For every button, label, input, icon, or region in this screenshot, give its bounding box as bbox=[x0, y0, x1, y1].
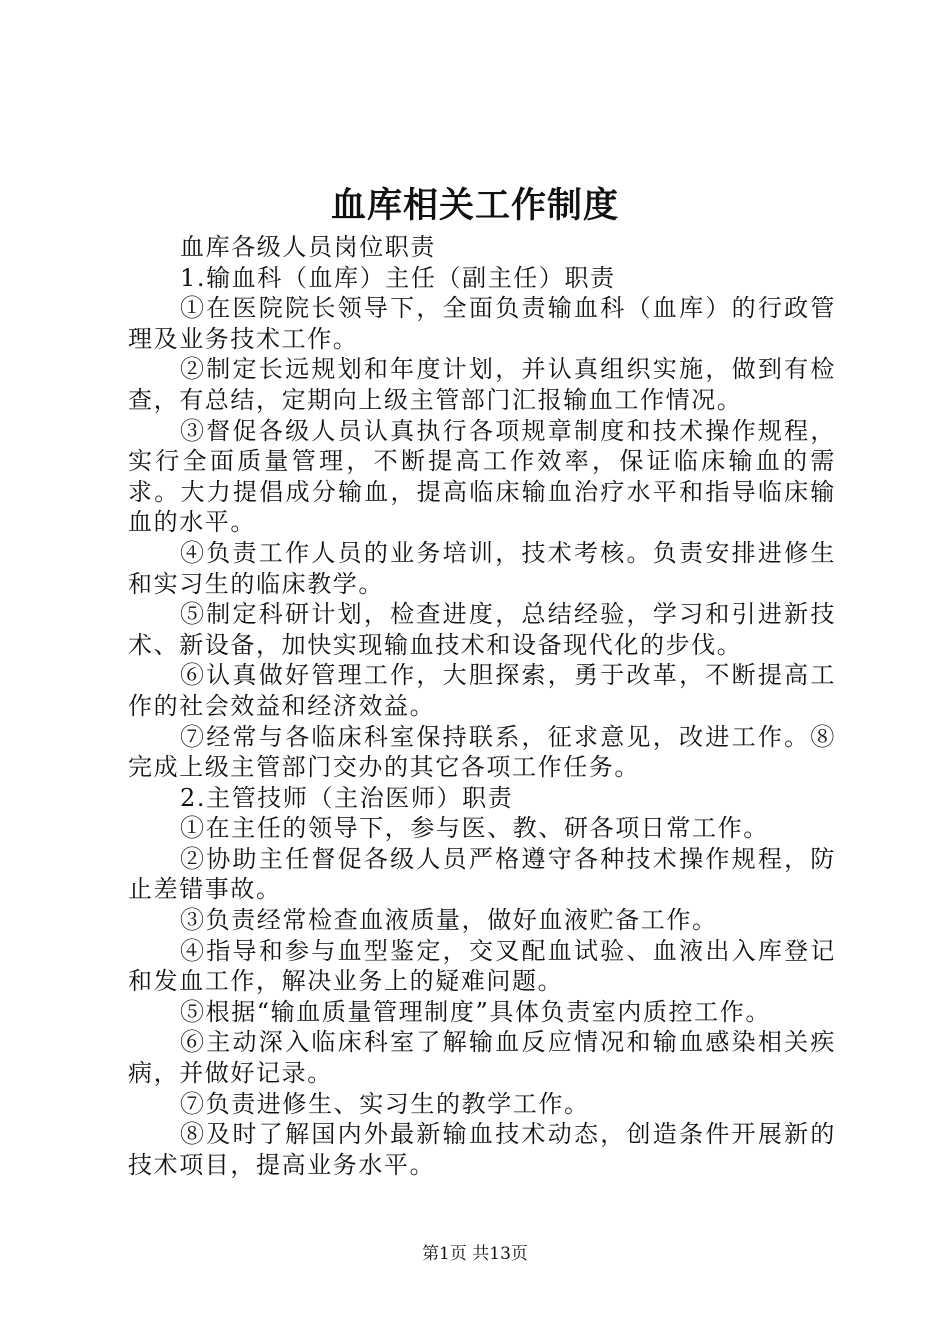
paragraph: ⑦经常与各临床科室保持联系，征求意见，改进工作。⑧完成上级主管部门交办的其它各项工作任务。 bbox=[128, 722, 836, 782]
paragraph: ④指导和参与血型鉴定，交叉配血试验、血液出入库登记和发血工作，解决业务上的疑难问题。 bbox=[128, 936, 836, 996]
paragraph: ⑤根据“输血质量管理制度”具体负责室内质控工作。 bbox=[180, 997, 771, 1026]
paragraph: 2.主管技师（主治医师）职责 bbox=[180, 783, 514, 812]
paragraph: ④负责工作人员的业务培训，技术考核。负责安排进修生和实习生的临床教学。 bbox=[128, 538, 836, 598]
paragraph: ③督促各级人员认真执行各项规章制度和技术操作规程，实行全面质量管理，不断提高工作效率，保证临床输血的需求。大力提倡成分输血，提高临床输血治疗水平和指导临床输血的水平。 bbox=[128, 416, 836, 537]
paragraph: ①在医院院长领导下，全面负责输血科（血库）的行政管理及业务技术工作。 bbox=[128, 294, 836, 353]
paragraph: ②制定长远规划和年度计划，并认真组织实施，做到有检查，有总结，定期向上级主管部门汇报输血工作情况。 bbox=[128, 355, 836, 414]
paragraph: ⑥认真做好管理工作，大胆探索，勇于改革，不断提高工作的社会效益和经济效益。 bbox=[128, 661, 836, 720]
paragraph: ①在主任的领导下，参与医、教、研各项日常工作。 bbox=[180, 814, 769, 843]
paragraph: ⑦负责进修生、实习生的教学工作。 bbox=[180, 1089, 590, 1118]
page-indicator: 第1页 共13页 bbox=[422, 1244, 528, 1264]
paragraph: ⑥主动深入临床科室了解输血反应情况和输血感染相关疾病，并做好记录。 bbox=[128, 1028, 836, 1088]
paragraph: 血库各级人员岗位职责 bbox=[180, 233, 436, 261]
paragraph: 1.输血科（血库）主任（副主任）职责 bbox=[180, 263, 616, 292]
paragraph: ⑧及时了解国内外最新输血技术动态，创造条件开展新的技术项目，提高业务水平。 bbox=[128, 1120, 836, 1179]
paragraph: ⑤制定科研计划，检查进度，总结经验，学习和引进新技术、新设备，加快实现输血技术和设备现代化的步伐。 bbox=[128, 600, 836, 659]
page-footer bbox=[0, 1242, 950, 1266]
paragraph: ②协助主任督促各级人员严格遵守各种技术操作规程，防止差错事故。 bbox=[128, 844, 836, 904]
document-title: 血库相关工作制度 bbox=[330, 185, 619, 226]
paragraph: ③负责经常检查血液质量，做好血液贮备工作。 bbox=[180, 906, 718, 935]
document-body bbox=[128, 232, 836, 1180]
